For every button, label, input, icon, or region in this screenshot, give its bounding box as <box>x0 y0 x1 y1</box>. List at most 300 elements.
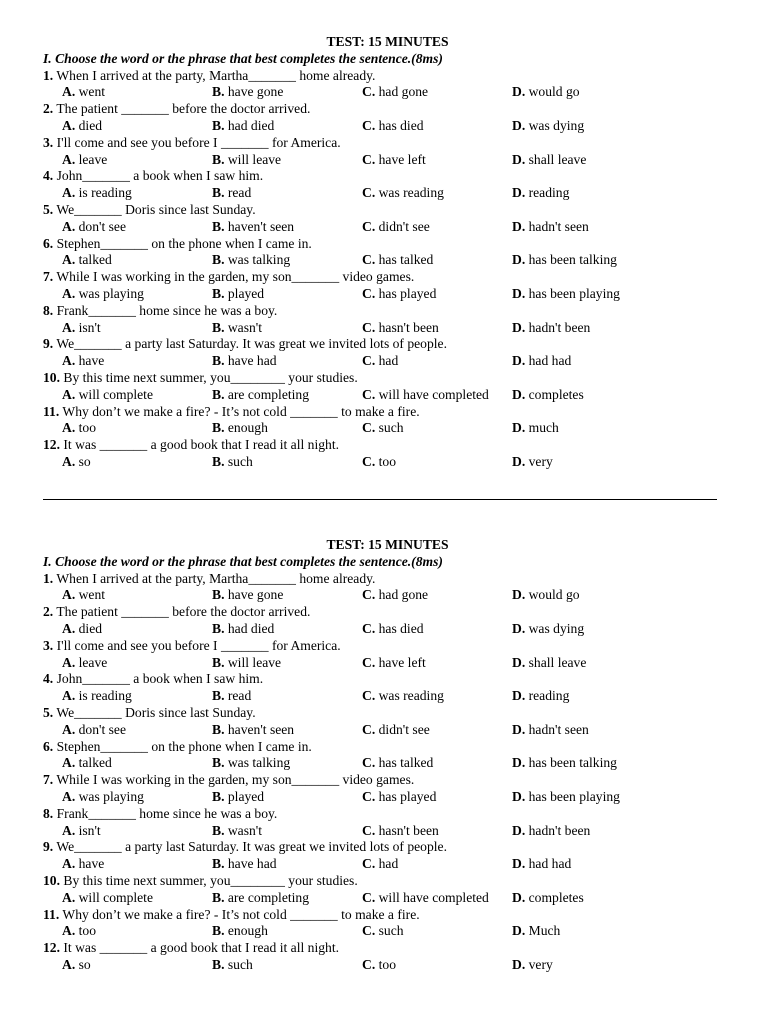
option-letter: C. <box>362 420 376 436</box>
option-a[interactable] <box>62 722 126 739</box>
answer-options <box>0 353 768 370</box>
option-letter: A. <box>62 688 76 704</box>
answer-options <box>0 152 768 169</box>
option-letter: C. <box>362 923 376 939</box>
option-letter: A. <box>62 755 76 771</box>
option-text: haven't seen <box>224 721 295 737</box>
option-letter: D. <box>512 956 526 972</box>
question-text: While I was working in the garden, my son_______ video games. <box>53 772 415 788</box>
option-c[interactable] <box>362 957 396 974</box>
option-letter: D. <box>512 620 526 636</box>
question-8 <box>43 303 768 320</box>
option-a[interactable] <box>62 587 105 604</box>
option-c[interactable] <box>362 118 424 135</box>
option-letter: A. <box>62 889 76 905</box>
option-letter: D. <box>512 721 526 737</box>
option-text: had died <box>224 620 275 636</box>
option-b[interactable] <box>212 420 268 437</box>
question-text: Stephen_______ on the phone when I came in. <box>53 235 312 251</box>
option-letter: B. <box>212 252 225 268</box>
option-c[interactable] <box>362 621 424 638</box>
option-text: talked <box>75 252 112 268</box>
option-d[interactable] <box>512 688 569 705</box>
option-text: was dying <box>525 117 585 133</box>
option-text: shall leave <box>525 151 587 167</box>
question-text: Why don’t we make a fire? - It’s not cold _______ to make a fire. <box>59 403 420 419</box>
option-text: isn't <box>75 319 101 335</box>
question-12 <box>43 437 768 454</box>
answer-options <box>0 688 768 705</box>
answer-options <box>0 856 768 873</box>
answer-options <box>0 454 768 471</box>
option-b[interactable] <box>212 856 277 873</box>
option-b[interactable] <box>212 755 290 772</box>
option-a[interactable] <box>62 219 126 236</box>
option-a[interactable] <box>62 655 107 672</box>
option-a[interactable] <box>62 454 91 471</box>
question-5 <box>43 705 768 722</box>
option-a[interactable] <box>62 420 96 437</box>
option-letter: B. <box>212 420 225 436</box>
question-2 <box>43 604 768 621</box>
option-letter: C. <box>362 117 376 133</box>
option-text: had <box>375 856 399 872</box>
option-letter: D. <box>512 889 526 905</box>
test-title: TEST: 15 MINUTES <box>326 34 449 49</box>
question-text: The patient _______ before the doctor arrived. <box>53 604 311 620</box>
option-letter: D. <box>512 822 526 838</box>
question-text: I'll come and see you before I _______ for America. <box>53 637 341 653</box>
option-text: hadn't seen <box>525 218 589 234</box>
option-d[interactable] <box>512 957 553 974</box>
answer-options <box>0 823 768 840</box>
option-letter: D. <box>512 319 526 335</box>
option-a[interactable] <box>62 957 91 974</box>
option-a[interactable] <box>62 320 101 337</box>
option-c[interactable] <box>362 185 444 202</box>
option-b[interactable] <box>212 722 294 739</box>
option-letter: A. <box>62 218 76 234</box>
answer-options <box>0 219 768 236</box>
option-letter: B. <box>212 151 225 167</box>
option-c[interactable] <box>362 420 404 437</box>
question-number: 5. <box>43 201 54 217</box>
option-text: have had <box>224 856 277 872</box>
option-text: such <box>375 420 404 436</box>
option-a[interactable] <box>62 185 132 202</box>
option-d[interactable] <box>512 320 590 337</box>
option-text: went <box>75 84 106 100</box>
option-d[interactable] <box>512 789 620 806</box>
test-instruction: I. Choose the word or the phrase that best completes the sentence.(8ms) <box>43 553 443 569</box>
question-list <box>0 571 768 974</box>
option-d[interactable] <box>512 856 571 873</box>
option-b[interactable] <box>212 353 277 370</box>
option-letter: B. <box>212 956 225 972</box>
test-sheet-2 <box>0 537 768 974</box>
question-10 <box>43 370 768 387</box>
option-b[interactable] <box>212 454 253 471</box>
option-letter: B. <box>212 923 225 939</box>
option-c[interactable] <box>362 856 398 873</box>
option-c[interactable] <box>362 286 436 303</box>
option-letter: D. <box>512 420 526 436</box>
option-text: didn't see <box>375 218 430 234</box>
option-d[interactable] <box>512 621 584 638</box>
option-a[interactable] <box>62 387 153 404</box>
option-a[interactable] <box>62 823 101 840</box>
option-text: was reading <box>375 688 444 704</box>
option-c[interactable] <box>362 387 489 404</box>
option-d[interactable] <box>512 923 560 940</box>
option-d[interactable] <box>512 387 584 404</box>
option-b[interactable] <box>212 890 309 907</box>
question-number: 4. <box>43 671 54 687</box>
option-text: too <box>375 453 396 469</box>
option-c[interactable] <box>362 252 433 269</box>
option-letter: C. <box>362 185 376 201</box>
answer-options <box>0 118 768 135</box>
option-a[interactable] <box>62 856 104 873</box>
option-b[interactable] <box>212 320 262 337</box>
option-letter: D. <box>512 587 526 603</box>
option-b[interactable] <box>212 185 251 202</box>
option-text: had gone <box>375 84 429 100</box>
option-text: Much <box>525 923 561 939</box>
option-letter: C. <box>362 252 376 268</box>
option-text: was talking <box>224 755 291 771</box>
option-d[interactable] <box>512 252 617 269</box>
option-c[interactable] <box>362 722 430 739</box>
option-b[interactable] <box>212 219 294 236</box>
question-number: 9. <box>43 336 54 352</box>
option-text: have had <box>224 353 277 369</box>
option-b[interactable] <box>212 688 251 705</box>
option-letter: C. <box>362 587 376 603</box>
question-3 <box>43 135 768 152</box>
test-instruction: I. Choose the word or the phrase that best completes the sentence.(8ms) <box>43 50 443 66</box>
option-letter: A. <box>62 252 76 268</box>
option-text: was talking <box>224 252 291 268</box>
option-text: have gone <box>224 587 284 603</box>
option-letter: B. <box>212 856 225 872</box>
option-d[interactable] <box>512 152 586 169</box>
option-letter: C. <box>362 319 376 335</box>
option-letter: B. <box>212 755 225 771</box>
option-letter: C. <box>362 654 376 670</box>
question-11 <box>43 907 768 924</box>
option-b[interactable] <box>212 957 253 974</box>
question-text: Frank_______ home since he was a boy. <box>53 302 278 318</box>
page-divider <box>43 499 717 500</box>
option-c[interactable] <box>362 890 489 907</box>
option-b[interactable] <box>212 252 290 269</box>
option-letter: C. <box>362 721 376 737</box>
option-c[interactable] <box>362 219 430 236</box>
option-text: much <box>525 420 559 436</box>
option-letter: A. <box>62 386 76 402</box>
question-text: By this time next summer, you________ your studies. <box>60 369 358 385</box>
option-text: have left <box>375 654 426 670</box>
question-number: 4. <box>43 168 54 184</box>
option-text: leave <box>75 654 108 670</box>
question-number: 2. <box>43 101 54 117</box>
option-text: completes <box>525 889 584 905</box>
question-text: I'll come and see you before I _______ for America. <box>53 134 341 150</box>
option-text: will leave <box>224 654 282 670</box>
option-a[interactable] <box>62 621 102 638</box>
option-d[interactable] <box>512 454 553 471</box>
option-text: has been talking <box>525 252 617 268</box>
option-letter: D. <box>512 654 526 670</box>
option-text: died <box>75 620 103 636</box>
answer-options <box>0 890 768 907</box>
option-b[interactable] <box>212 84 283 101</box>
question-7 <box>43 269 768 286</box>
option-text: too <box>75 923 96 939</box>
option-a[interactable] <box>62 353 104 370</box>
option-letter: D. <box>512 218 526 234</box>
option-b[interactable] <box>212 655 281 672</box>
option-c[interactable] <box>362 789 436 806</box>
option-letter: D. <box>512 386 526 402</box>
question-number: 3. <box>43 637 54 653</box>
option-text: shall leave <box>525 654 587 670</box>
question-number: 7. <box>43 269 54 285</box>
question-7 <box>43 772 768 789</box>
option-text: had died <box>224 117 275 133</box>
option-a[interactable] <box>62 789 144 806</box>
option-a[interactable] <box>62 84 105 101</box>
option-a[interactable] <box>62 923 96 940</box>
option-a[interactable] <box>62 890 153 907</box>
answer-options <box>0 84 768 101</box>
option-d[interactable] <box>512 353 571 370</box>
option-d[interactable] <box>512 420 559 437</box>
option-c[interactable] <box>362 823 439 840</box>
question-number: 11. <box>43 403 60 419</box>
option-d[interactable] <box>512 823 590 840</box>
option-text: such <box>224 453 253 469</box>
option-letter: B. <box>212 587 225 603</box>
question-6 <box>43 236 768 253</box>
option-text: was playing <box>75 788 144 804</box>
question-4 <box>43 168 768 185</box>
option-c[interactable] <box>362 587 428 604</box>
option-d[interactable] <box>512 286 620 303</box>
question-number: 8. <box>43 805 54 821</box>
option-b[interactable] <box>212 587 283 604</box>
option-letter: A. <box>62 956 76 972</box>
option-letter: C. <box>362 386 376 402</box>
option-letter: A. <box>62 587 76 603</box>
question-text: We_______ Doris since last Sunday. <box>53 704 256 720</box>
option-letter: C. <box>362 755 376 771</box>
option-letter: D. <box>512 353 526 369</box>
question-4 <box>43 671 768 688</box>
option-text: read <box>224 185 252 201</box>
option-letter: A. <box>62 420 76 436</box>
option-letter: C. <box>362 353 376 369</box>
option-text: is reading <box>75 185 132 201</box>
option-a[interactable] <box>62 286 144 303</box>
option-d[interactable] <box>512 84 580 101</box>
option-text: had had <box>525 353 572 369</box>
option-letter: B. <box>212 721 225 737</box>
option-text: talked <box>75 755 112 771</box>
option-text: will complete <box>75 386 153 402</box>
option-c[interactable] <box>362 454 396 471</box>
option-c[interactable] <box>362 320 439 337</box>
option-c[interactable] <box>362 923 404 940</box>
option-text: would go <box>525 587 580 603</box>
option-letter: A. <box>62 353 76 369</box>
test-title: TEST: 15 MINUTES <box>326 537 449 552</box>
option-d[interactable] <box>512 655 586 672</box>
option-letter: B. <box>212 353 225 369</box>
question-text: Frank_______ home since he was a boy. <box>53 805 278 821</box>
option-letter: A. <box>62 185 76 201</box>
question-9 <box>43 839 768 856</box>
option-text: wasn't <box>224 319 263 335</box>
option-b[interactable] <box>212 152 281 169</box>
option-letter: A. <box>62 856 76 872</box>
question-3 <box>43 638 768 655</box>
option-text: had had <box>525 856 572 872</box>
option-text: isn't <box>75 822 101 838</box>
question-text: It was _______ a good book that I read it all night. <box>60 437 339 453</box>
option-c[interactable] <box>362 353 398 370</box>
option-d[interactable] <box>512 755 617 772</box>
option-d[interactable] <box>512 185 569 202</box>
question-number: 10. <box>43 872 60 888</box>
option-c[interactable] <box>362 152 426 169</box>
option-letter: D. <box>512 117 526 133</box>
question-text: Stephen_______ on the phone when I came in. <box>53 738 312 754</box>
question-text: We_______ a party last Saturday. It was great we invited lots of people. <box>53 336 447 352</box>
question-text: John_______ a book when I saw him. <box>53 671 264 687</box>
option-text: didn't see <box>375 721 430 737</box>
option-text: hasn't been <box>375 822 439 838</box>
option-text: wasn't <box>224 822 263 838</box>
option-letter: B. <box>212 386 225 402</box>
question-number: 7. <box>43 772 54 788</box>
option-letter: B. <box>212 822 225 838</box>
option-c[interactable] <box>362 84 428 101</box>
option-letter: D. <box>512 453 526 469</box>
option-a[interactable] <box>62 252 112 269</box>
option-letter: D. <box>512 151 526 167</box>
option-text: have <box>75 856 105 872</box>
option-text: will leave <box>224 151 282 167</box>
option-text: very <box>525 956 553 972</box>
option-letter: B. <box>212 654 225 670</box>
answer-options <box>0 587 768 604</box>
question-text: We_______ Doris since last Sunday. <box>53 201 256 217</box>
option-letter: B. <box>212 620 225 636</box>
option-letter: B. <box>212 688 225 704</box>
option-text: such <box>375 923 404 939</box>
option-letter: B. <box>212 319 225 335</box>
question-1 <box>43 571 768 588</box>
option-letter: A. <box>62 453 76 469</box>
option-letter: D. <box>512 856 526 872</box>
question-list <box>0 68 768 471</box>
option-b[interactable] <box>212 118 274 135</box>
option-letter: C. <box>362 285 376 301</box>
option-a[interactable] <box>62 152 107 169</box>
option-letter: D. <box>512 923 526 939</box>
option-text: leave <box>75 151 108 167</box>
answer-options <box>0 755 768 772</box>
option-c[interactable] <box>362 755 433 772</box>
option-b[interactable] <box>212 621 274 638</box>
option-text: was reading <box>375 185 444 201</box>
option-c[interactable] <box>362 688 444 705</box>
option-text: had <box>375 353 399 369</box>
question-text: By this time next summer, you________ your studies. <box>60 872 358 888</box>
option-letter: B. <box>212 285 225 301</box>
option-a[interactable] <box>62 118 102 135</box>
option-text: hasn't been <box>375 319 439 335</box>
option-a[interactable] <box>62 755 112 772</box>
option-text: have left <box>375 151 426 167</box>
question-number: 1. <box>43 67 54 83</box>
option-a[interactable] <box>62 688 132 705</box>
option-b[interactable] <box>212 789 264 806</box>
option-text: has played <box>375 285 437 301</box>
option-letter: C. <box>362 453 376 469</box>
option-text: read <box>224 688 252 704</box>
question-text: We_______ a party last Saturday. It was great we invited lots of people. <box>53 839 447 855</box>
option-b[interactable] <box>212 286 264 303</box>
answer-options <box>0 621 768 638</box>
option-letter: A. <box>62 151 76 167</box>
option-d[interactable] <box>512 587 580 604</box>
option-text: enough <box>224 923 268 939</box>
option-d[interactable] <box>512 118 584 135</box>
option-d[interactable] <box>512 722 589 739</box>
option-d[interactable] <box>512 890 584 907</box>
option-text: too <box>375 956 396 972</box>
option-d[interactable] <box>512 219 589 236</box>
option-text: hadn't been <box>525 822 591 838</box>
question-text: When I arrived at the party, Martha_______ home already. <box>53 67 376 83</box>
option-b[interactable] <box>212 923 268 940</box>
option-letter: D. <box>512 84 526 100</box>
option-letter: B. <box>212 453 225 469</box>
option-text: so <box>75 453 91 469</box>
option-letter: B. <box>212 185 225 201</box>
option-text: is reading <box>75 688 132 704</box>
option-text: so <box>75 956 91 972</box>
option-letter: A. <box>62 654 76 670</box>
option-letter: B. <box>212 117 225 133</box>
question-number: 6. <box>43 738 54 754</box>
option-text: has been playing <box>525 285 620 301</box>
option-text: will complete <box>75 889 153 905</box>
option-b[interactable] <box>212 387 309 404</box>
option-text: don't see <box>75 721 126 737</box>
question-text: It was _______ a good book that I read it all night. <box>60 940 339 956</box>
option-letter: D. <box>512 688 526 704</box>
option-letter: A. <box>62 319 76 335</box>
option-c[interactable] <box>362 655 426 672</box>
option-text: played <box>224 788 265 804</box>
option-b[interactable] <box>212 823 262 840</box>
answer-options <box>0 789 768 806</box>
question-number: 3. <box>43 134 54 150</box>
